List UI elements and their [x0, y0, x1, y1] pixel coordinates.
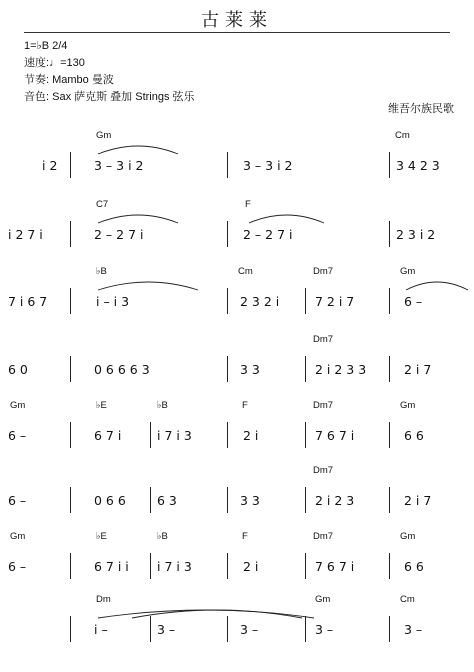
barline — [305, 616, 306, 642]
barline — [389, 356, 390, 382]
chord-symbol: ♭B — [157, 531, 168, 542]
measure-notes: 6 7 i i — [94, 559, 129, 574]
measure-notes: i 7 i 3 — [157, 428, 192, 443]
measure-notes: 6 – — [8, 493, 27, 508]
measure-notes: 2 i — [243, 428, 259, 443]
measure-notes: 2 i 2 3 3 — [315, 362, 367, 377]
measure-notes: 2 i 7 — [404, 362, 432, 377]
measure-notes: 3 3 — [240, 493, 260, 508]
barline — [227, 616, 228, 642]
measure-notes: 3 – 3 i 2 — [243, 158, 293, 173]
barline — [227, 356, 228, 382]
measure-notes: 2 3 i 2 — [396, 227, 436, 242]
measure-notes: 0 6 6 6 3 — [94, 362, 150, 377]
measure-notes: 2 3 2 i — [240, 294, 280, 309]
barline — [227, 288, 228, 314]
score-system — [0, 592, 474, 672]
measure-notes: i 2 — [42, 158, 58, 173]
measure-notes: 3 4 2 3 — [396, 158, 440, 173]
barline — [70, 553, 71, 579]
measure-notes: 2 – 2 7 i — [94, 227, 144, 242]
measure-notes: i 7 i 3 — [157, 559, 192, 574]
barline — [389, 422, 390, 448]
barline — [150, 616, 151, 642]
barline — [70, 487, 71, 513]
title-rule — [24, 32, 450, 33]
barline — [305, 356, 306, 382]
slur — [247, 211, 326, 225]
barline — [389, 487, 390, 513]
measure-notes: 2 i 7 — [404, 493, 432, 508]
measure-notes: 6 7 i — [94, 428, 122, 443]
slur — [96, 278, 200, 292]
barline — [227, 487, 228, 513]
barline — [389, 152, 390, 178]
measure-notes: 3 – — [240, 622, 259, 637]
measure-notes: 3 – — [157, 622, 176, 637]
barline — [389, 553, 390, 579]
barline — [305, 487, 306, 513]
measure-notes: i 2 7 i — [8, 227, 43, 242]
slur — [130, 606, 304, 620]
barline — [150, 487, 151, 513]
chord-symbol: Cm — [395, 130, 410, 141]
composer: 维吾尔族民歌 — [388, 103, 454, 115]
barline — [389, 616, 390, 642]
barline — [70, 152, 71, 178]
barline — [227, 422, 228, 448]
measure-notes: 6 3 — [157, 493, 177, 508]
barline — [70, 616, 71, 642]
chord-symbol: ♭B — [96, 266, 107, 277]
chord-symbol: Cm — [238, 266, 253, 277]
barline — [389, 221, 390, 247]
chord-symbol: Cm — [400, 594, 415, 605]
barline — [227, 152, 228, 178]
chord-symbol: Gm — [10, 531, 26, 542]
barline — [70, 288, 71, 314]
measure-notes: 3 3 — [240, 362, 260, 377]
timbre: 音色: Sax 萨克斯 叠加 Strings 弦乐 — [24, 91, 195, 103]
measure-notes: i – — [94, 622, 108, 637]
measure-notes: 2 – 2 7 i — [243, 227, 293, 242]
chord-symbol: C7 — [96, 199, 109, 210]
barline — [150, 553, 151, 579]
tempo — [24, 57, 85, 70]
barline — [305, 553, 306, 579]
measure-notes: 3 – — [315, 622, 334, 637]
chord-symbol: Dm7 — [313, 334, 334, 345]
chord-symbol: ♭B — [157, 400, 168, 411]
barline — [389, 288, 390, 314]
chord-symbol: Dm7 — [313, 266, 334, 277]
barline — [305, 422, 306, 448]
measure-notes: 0 6 6 — [94, 493, 126, 508]
chord-symbol: Gm — [400, 531, 416, 542]
rhythm: 节奏: Mambo 曼波 — [24, 74, 114, 86]
measure-notes: 2 i — [243, 559, 259, 574]
barline — [70, 221, 71, 247]
measure-notes: 7 2 i 7 — [315, 294, 355, 309]
chord-symbol: Dm7 — [313, 400, 334, 411]
measure-notes: 2 i 2 3 — [315, 493, 355, 508]
barline — [70, 356, 71, 382]
slur — [96, 142, 180, 156]
measure-notes: 7 6 7 i — [315, 428, 355, 443]
chord-symbol: F — [242, 531, 248, 542]
key-signature: 1=♭B 2/4 — [24, 40, 68, 52]
measure-notes: 6 – — [8, 559, 27, 574]
chord-symbol: ♭E — [96, 531, 107, 542]
barline — [227, 553, 228, 579]
chord-symbol: Gm — [400, 400, 416, 411]
barline — [227, 221, 228, 247]
measure-notes: 3 – 3 i 2 — [94, 158, 144, 173]
barline — [305, 288, 306, 314]
measure-notes: 3 – — [404, 622, 423, 637]
chord-symbol: F — [245, 199, 251, 210]
chord-symbol: Dm7 — [313, 465, 334, 476]
chord-symbol: Gm — [400, 266, 416, 277]
tempo-value: ♩=130 — [49, 57, 85, 69]
measure-notes: 6 6 — [404, 559, 424, 574]
chord-symbol: F — [242, 400, 248, 411]
measure-notes: 6 0 — [8, 362, 28, 377]
measure-notes: 7 6 7 i — [315, 559, 355, 574]
score-system — [0, 128, 474, 208]
slur — [96, 211, 180, 225]
measure-notes: 7 i 6 7 — [8, 294, 48, 309]
chord-symbol: ♭E — [96, 400, 107, 411]
measure-notes: i – i 3 — [96, 294, 130, 309]
chord-symbol: Gm — [315, 594, 331, 605]
measure-notes: 6 – — [8, 428, 27, 443]
chord-symbol: Dm — [96, 594, 111, 605]
barline — [70, 422, 71, 448]
measure-notes: 6 6 — [404, 428, 424, 443]
chord-symbol: Gm — [10, 400, 26, 411]
slur — [404, 278, 470, 292]
chord-symbol: Dm7 — [313, 531, 334, 542]
tempo-label: 速度: — [24, 57, 50, 69]
page-title: 古莱莱 — [201, 10, 273, 31]
barline — [150, 422, 151, 448]
chord-symbol: Gm — [96, 130, 112, 141]
measure-notes: 6 – — [404, 294, 423, 309]
